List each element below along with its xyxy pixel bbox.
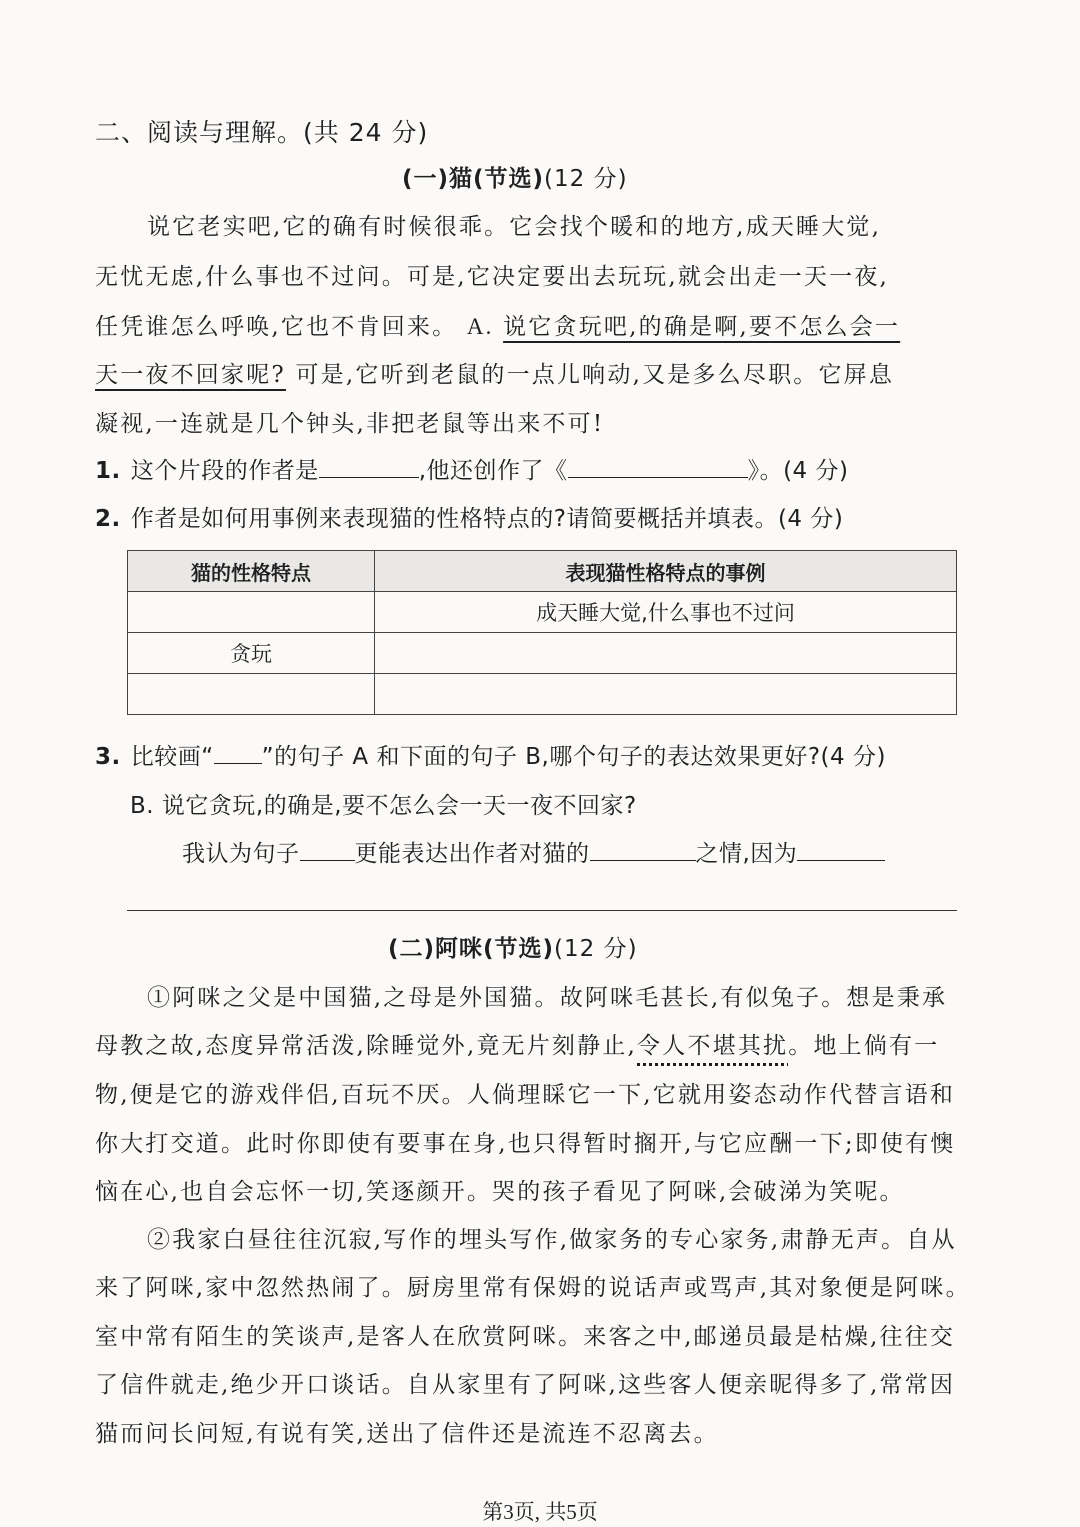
table-row [128,633,957,674]
underline-sample [214,743,262,764]
passage1-title-text: (一)猫(节选) [402,166,545,192]
table-header-example: 表现猫性格特点的事例 [375,551,957,592]
passage2-p2-line-4: 了信件就走,绝少开口谈话。自从家里有了阿咪,这些客人便亲昵得多了,常常因 [95,1372,956,1398]
question-3 [95,738,886,771]
passage2-p2-line-1: ②我家白昼往往沉寂,写作的埋头写作,做家务的专心家务,肃静无声。自从 [147,1227,957,1253]
question-2-number: 2. [95,506,121,532]
dotted-phrase: 令人不堪其扰 [637,1033,789,1059]
work-title-blank[interactable] [568,457,748,478]
question-1-text-a: 这个片段的作者是 [130,458,319,484]
table-cell-example[interactable] [375,633,957,674]
feeling-blank[interactable] [590,840,696,861]
page-number: 第3页, 共5页 [482,1500,598,1524]
passage2-p1-line-2-text: 母教之故,态度异常活泼,除睡觉外,竟无片刻静止, [95,1033,638,1059]
question-3-answer [182,835,885,868]
passage2-p1-line-2-end: 。地上倘有一 [788,1033,940,1059]
question-1-text-b: ,他还创作了《 [418,458,568,484]
answer-text-a: 我认为句子 [182,841,300,867]
passage2-p1-line-1: ①阿咪之父是中国猫,之母是外国猫。故阿咪毛甚长,有似兔子。想是秉承 [147,985,948,1011]
answer-line[interactable] [127,910,957,911]
table-cell-example[interactable] [375,674,957,715]
question-2 [95,500,843,533]
question-1-number: 1. [95,458,121,484]
section-title: 二、阅读与理解。(共 24 分) [95,118,429,147]
passage2-p2-line-3: 室中常有陌生的笑谈声,是客人在欣赏阿咪。来客之中,邮递员最是枯燥,往往交 [95,1324,956,1350]
passage1-line-3 [95,308,900,341]
passage2-p1-line-3: 物,便是它的游戏伴侣,百玩不厌。人倘理睬它一下,它就用姿态动作代替言语和 [95,1082,956,1108]
reason-blank[interactable] [797,840,885,861]
passage2-p1-line-2 [95,1027,939,1060]
passage2-title [388,930,638,963]
passage1-score: (12 分) [544,166,628,192]
sentence-a-label: A. [466,314,494,339]
table-cell-example: 成天睡大觉,什么事也不过问 [375,592,957,633]
passage2-score: (12 分) [554,936,638,962]
sentence-a-underlined: 说它贪玩吧,的确是啊,要不怎么会一 [503,314,901,340]
question-3-text-b: ”的句子 A 和下面的句子 B,哪个句子的表达效果更好?(4 分) [261,744,886,770]
table-cell-trait[interactable] [128,592,375,633]
table-header-trait: 猫的性格特点 [128,551,375,592]
question-3-number: 3. [95,744,121,770]
table-header-row [128,551,957,592]
passage2-p2-line-2: 来了阿咪,家中忽然热闹了。厨房里常有保姆的说话声或骂声,其对象便是阿咪。 [95,1275,971,1301]
passage1-line-1: 说它老实吧,它的确有时候很乖。它会找个暖和的地方,成天睡大觉, [147,214,882,240]
sentence-a-underlined-end: 天一夜不回家呢? [95,362,286,388]
answer-text-c: 之情,因为 [695,841,798,867]
passage1-title [402,160,628,193]
question-1-text-c: 》。(4 分) [747,458,849,484]
passage1-line-3-text: 任凭谁怎么呼唤,它也不肯回来。 [95,314,458,340]
passage2-p1-line-4: 你大打交道。此时你即使有要事在身,也只得暂时搁开,与它应酬一下;即使有懊 [95,1131,956,1157]
table-cell-trait[interactable] [128,674,375,715]
table-row [128,592,957,633]
answer-text-b: 更能表达出作者对猫的 [354,841,590,867]
question-3-text-a: 比较画“ [130,744,214,770]
passage1-line-5: 凝视,一连就是几个钟头,非把老鼠等出来不可! [95,411,605,437]
question-2-text: 作者是如何用事例来表现猫的性格特点的?请简要概括并填表。(4 分) [130,506,844,532]
passage1-line-4-text: 可是,它听到老鼠的一点儿响动,又是多么尽职。它屏息 [295,362,895,388]
table-row [128,674,957,715]
passage1-line-2: 无忧无虑,什么事也不过问。可是,它决定要出去玩玩,就会出走一天一夜, [95,264,890,290]
author-blank[interactable] [319,457,419,478]
passage2-p1-line-5: 恼在心,也自会忘怀一切,笑逐颜开。哭的孩子看见了阿咪,会破涕为笑呢。 [95,1179,905,1205]
sentence-choice-blank[interactable] [300,840,355,861]
passage2-title-text: (二)阿咪(节选) [388,936,555,962]
table-cell-trait: 贪玩 [128,633,375,674]
sentence-b: B. 说它贪玩,的确是,要不怎么会一天一夜不回家? [130,793,637,819]
passage1-line-4 [95,356,894,389]
passage2-p2-line-5: 猫而问长问短,有说有笑,送出了信件还是流连不忍离去。 [95,1421,719,1447]
question-1 [95,452,848,485]
trait-table [127,550,957,715]
